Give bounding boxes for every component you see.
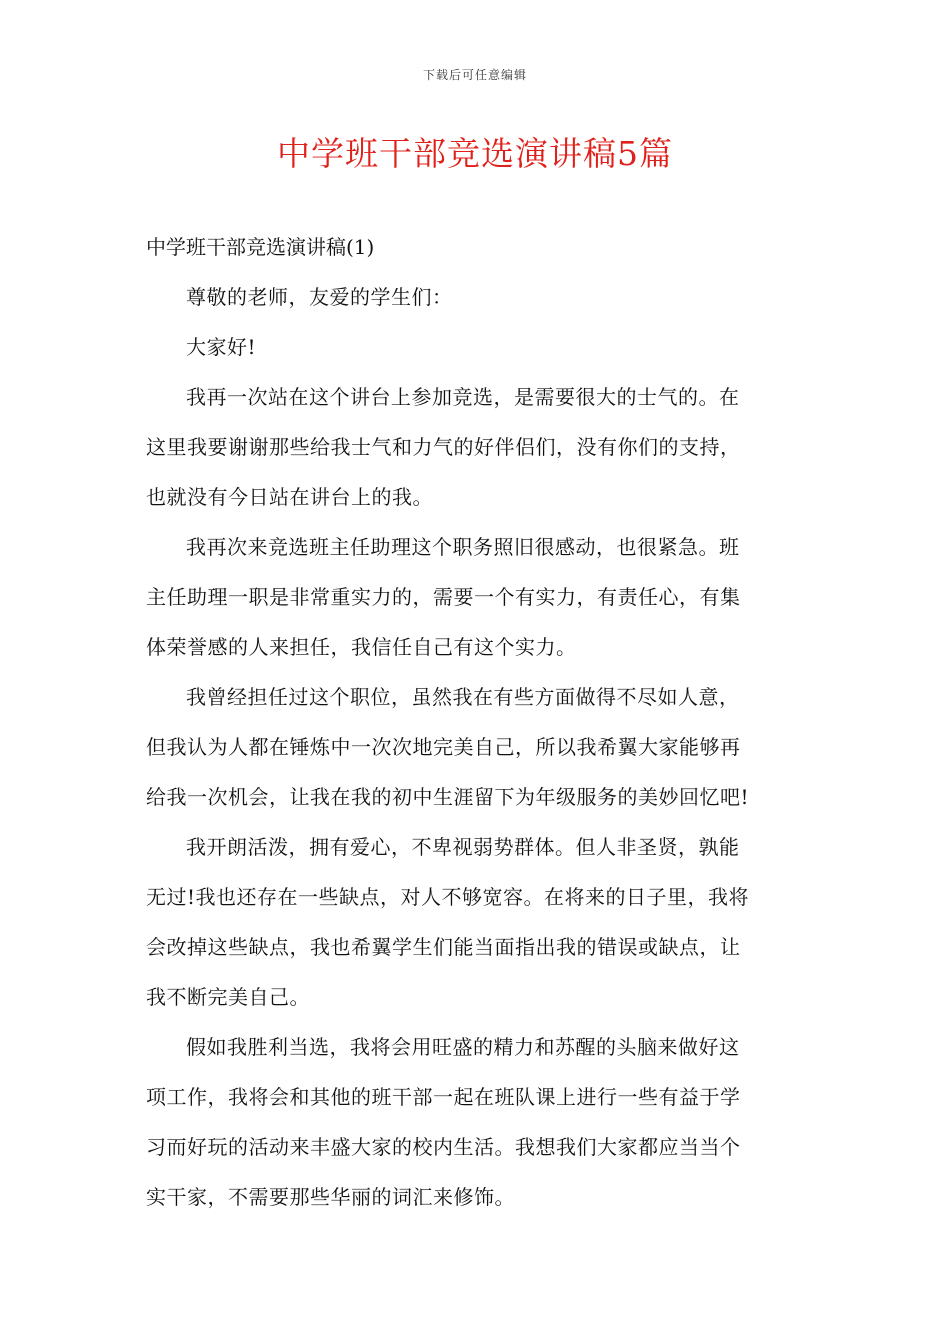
header-note: 下载后可任意编辑 (422, 68, 527, 82)
paragraph (146, 372, 806, 522)
paragraph-line: 体荣誉感的人来担任，我信任自己有这个实力。 (146, 635, 577, 659)
section-heading: 中学班干部竞选演讲稿(1) (146, 235, 375, 259)
paragraph-line: 大家好! (186, 335, 257, 359)
paragraph-line: 主任助理一职是非常重实力的，需要一个有实力，有责任心，有集 (146, 585, 741, 609)
paragraph-line: 我不断完美自己。 (146, 985, 310, 1009)
document-title: 中学班干部竞选演讲稿5篇 (277, 134, 673, 173)
paragraph-line: 尊敬的老师，友爱的学生们： (186, 285, 453, 309)
paragraph-line: 会改掉这些缺点，我也希翼学生们能当面指出我的错误或缺点，让 (146, 935, 741, 959)
paragraph-line: 我再一次站在这个讲台上参加竞选，是需要很大的士气的。在 (186, 385, 740, 409)
paragraph (146, 672, 806, 822)
paragraph-line: 也就没有今日站在讲台上的我。 (146, 485, 433, 509)
paragraph-line: 实干家，不需要那些华丽的词汇来修饰。 (146, 1185, 515, 1209)
paragraph (146, 522, 806, 672)
paragraph-line: 我曾经担任过这个职位，虽然我在有些方面做得不尽如人意， (186, 685, 740, 709)
paragraph-line: 假如我胜利当选，我将会用旺盛的精力和苏醒的头脑来做好这 (186, 1035, 740, 1059)
paragraph-line: 无过!我也还存在一些缺点，对人不够宽容。在将来的日子里，我将 (146, 885, 750, 909)
paragraph-line: 我开朗活泼，拥有爱心，不卑视弱势群体。但人非圣贤，孰能 (186, 835, 740, 859)
paragraph-line: 习而好玩的活动来丰盛大家的校内生活。我想我们大家都应当当个 (146, 1135, 741, 1159)
paragraph-line: 我再次来竞选班主任助理这个职务照旧很感动，也很紧急。班 (186, 535, 740, 559)
paragraph-line: 给我一次机会，让我在我的初中生涯留下为年级服务的美妙回忆吧! (146, 785, 750, 809)
document-body (146, 222, 806, 1222)
paragraph-line: 这里我要谢谢那些给我士气和力气的好伴侣们，没有你们的支持， (146, 435, 741, 459)
paragraph (146, 1022, 806, 1222)
paragraph-line: 项工作，我将会和其他的班干部一起在班队课上进行一些有益于学 (146, 1085, 741, 1109)
paragraph-greeting (146, 322, 806, 372)
paragraph-line: 但我认为人都在锤炼中一次次地完美自己，所以我希翼大家能够再 (146, 735, 741, 759)
paragraph-salutation (146, 272, 806, 322)
paragraph (146, 822, 806, 1022)
